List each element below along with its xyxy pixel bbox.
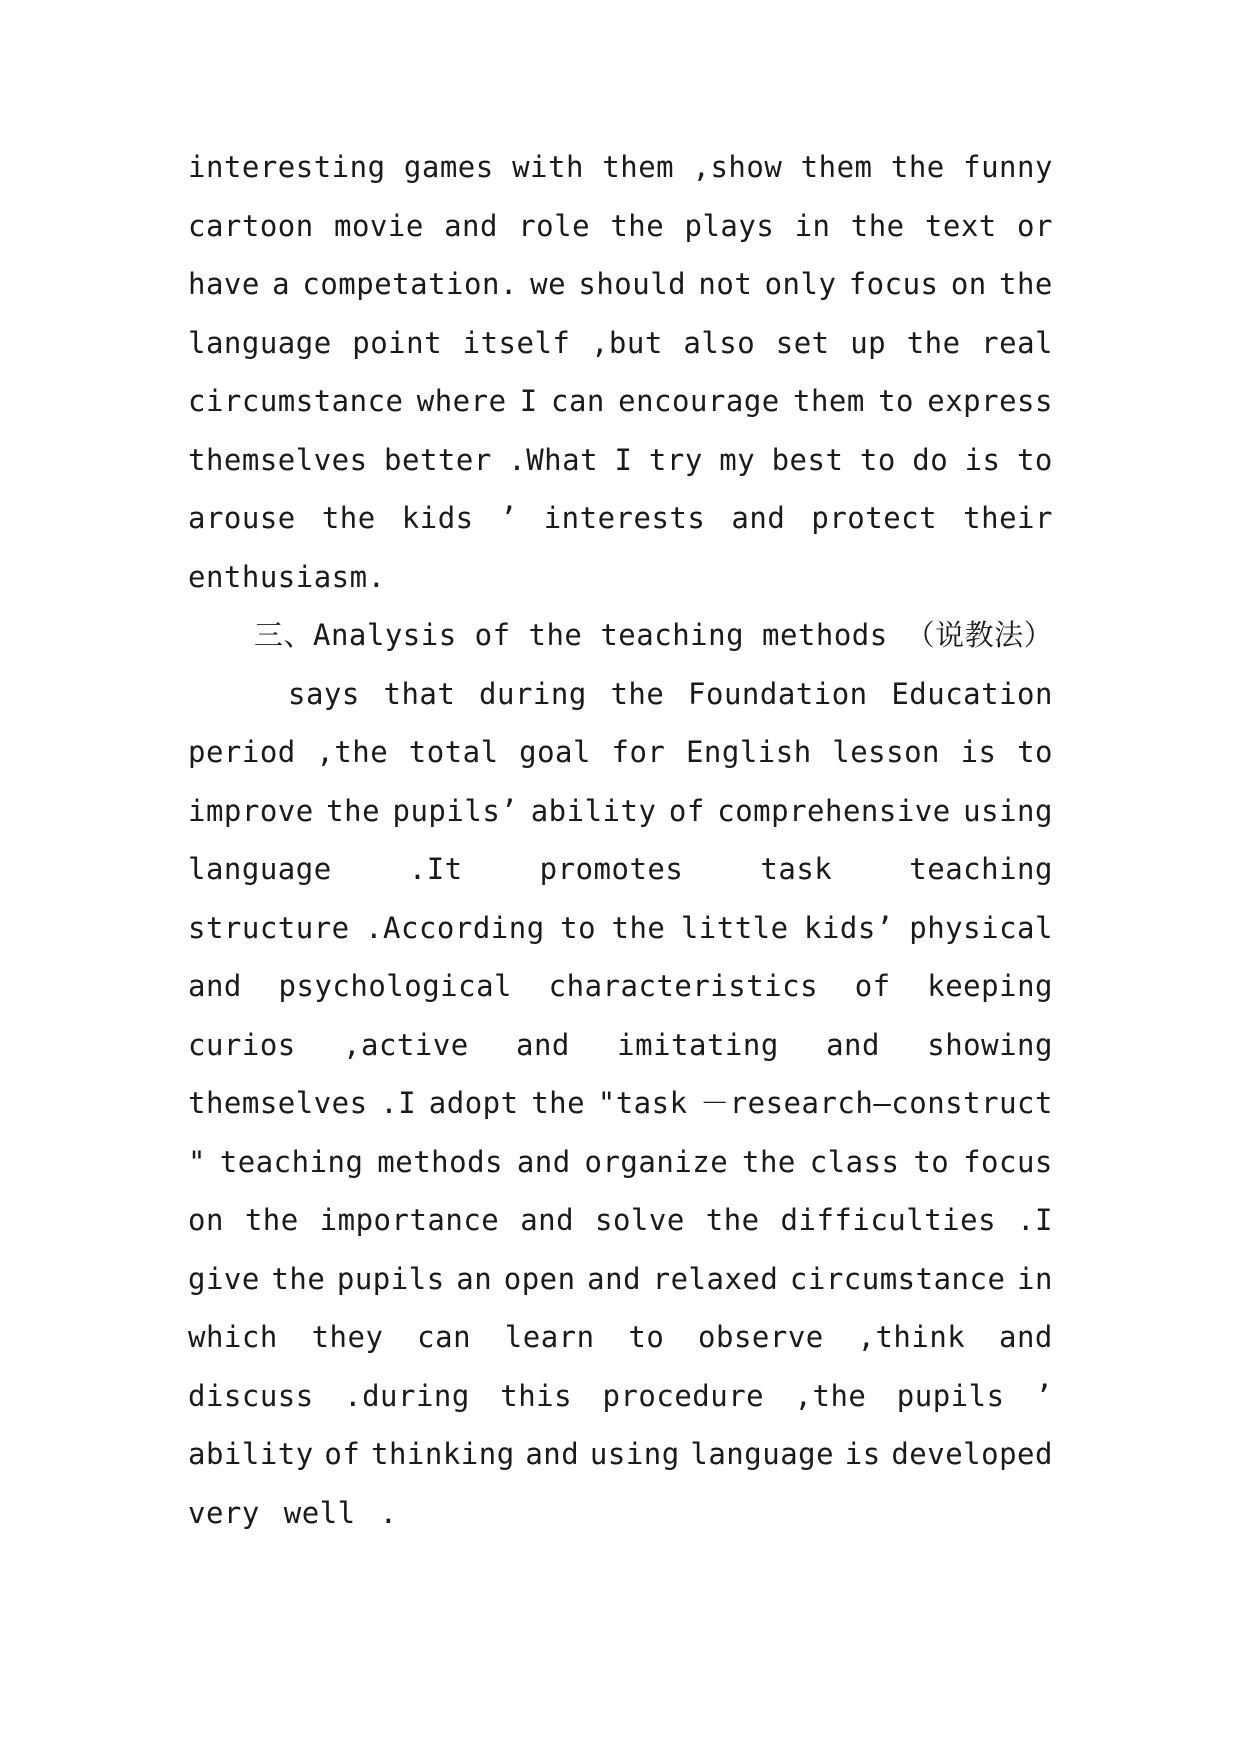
word: .I (380, 1086, 417, 1120)
text-line (188, 372, 1053, 431)
text-line (188, 1133, 1053, 1192)
word: and (516, 1027, 570, 1062)
word: better (384, 442, 492, 477)
word: the (321, 501, 376, 535)
word: focus (848, 267, 939, 301)
word: is (844, 1437, 881, 1471)
word: showing (927, 1027, 1053, 1062)
word: " (188, 1144, 206, 1179)
word: ,the (316, 735, 389, 769)
word: lesson (832, 735, 941, 769)
word: the (906, 325, 961, 360)
word: not (698, 267, 753, 301)
word: the (999, 267, 1053, 301)
word: focus (963, 1144, 1053, 1179)
word: cartoon (188, 208, 314, 243)
word: pupils (896, 1378, 1005, 1413)
word: and (826, 1027, 880, 1062)
word: improve (188, 793, 314, 828)
word: Education (891, 676, 1053, 711)
word: the (610, 208, 665, 243)
word: a (272, 267, 291, 301)
word: ’ (1034, 1378, 1053, 1413)
word: their (963, 501, 1053, 535)
word: movie (333, 208, 424, 243)
word: ,but (590, 325, 663, 360)
word: total (408, 735, 499, 769)
word: organize (584, 1144, 729, 1179)
word: this (500, 1378, 573, 1413)
word: itself (462, 325, 571, 360)
word: open (503, 1261, 576, 1296)
text-line (188, 197, 1053, 256)
text-line (188, 489, 1053, 548)
word: I (519, 384, 538, 418)
word: ,think (857, 1320, 966, 1354)
word: says (288, 676, 360, 711)
word: pupils’ (392, 793, 519, 828)
word: procedure (602, 1378, 765, 1413)
text-line (188, 138, 1053, 197)
word: and (525, 1437, 580, 1471)
word: on (188, 1203, 224, 1237)
text-line (188, 1016, 1053, 1075)
text-line (188, 1250, 1053, 1309)
word: the (326, 793, 381, 828)
text-line (188, 1191, 1053, 1250)
word: plays (684, 208, 775, 243)
word: for (611, 735, 666, 769)
word: themselves (188, 1086, 368, 1120)
word: also (683, 325, 756, 360)
word: the (742, 1144, 796, 1179)
word: to (913, 1144, 950, 1179)
word: to (1017, 735, 1053, 769)
word: .According (365, 910, 545, 945)
word: language (188, 325, 332, 360)
word: task (760, 852, 833, 886)
word: have (188, 267, 260, 301)
word: the (890, 150, 945, 184)
text-line (188, 1074, 1053, 1133)
word: competation. (302, 267, 518, 301)
word: to (859, 442, 896, 477)
word: developed (891, 1437, 1053, 1471)
word: can (417, 1320, 472, 1354)
word: ,active (343, 1027, 469, 1062)
word: my (719, 442, 756, 477)
word: arouse (188, 501, 296, 535)
word: funny (963, 150, 1053, 184)
word: which (188, 1320, 278, 1354)
word: and (520, 1203, 575, 1237)
document-body (188, 138, 1053, 1542)
word: teaching (219, 1144, 364, 1179)
word: try (648, 442, 703, 477)
word: solve (595, 1203, 685, 1237)
section-heading: 三、Analysis of the teaching methods （说教法） (254, 618, 1054, 652)
word: games (403, 150, 494, 184)
word: the (850, 208, 905, 243)
word: the (611, 910, 666, 945)
word: protect (811, 501, 938, 535)
word: of (854, 969, 891, 1003)
word: that (383, 676, 456, 711)
word: in (794, 208, 831, 243)
word: the (244, 1203, 299, 1237)
word: them (800, 150, 873, 184)
word: the (271, 1261, 326, 1296)
text-line (188, 1425, 1053, 1484)
word: the (531, 1086, 586, 1120)
word: goal (519, 735, 591, 769)
word: and (731, 501, 786, 535)
text-line (188, 957, 1053, 1016)
word: ability (530, 793, 657, 828)
word: curios (188, 1027, 296, 1062)
text-line (188, 1308, 1053, 1367)
word: themselves (188, 442, 368, 477)
word: an (456, 1261, 493, 1296)
word: importance (319, 1203, 500, 1237)
word: characteristics (548, 969, 819, 1003)
word: language (690, 1437, 835, 1471)
word: structure (188, 910, 350, 945)
word: to (560, 910, 597, 945)
text-line (188, 255, 1053, 314)
word: role (518, 208, 591, 243)
word: using (589, 1437, 680, 1471)
word: ’ (499, 501, 518, 535)
text-line (188, 1367, 1053, 1426)
word: the (705, 1203, 760, 1237)
word: .What (508, 442, 599, 477)
word: .It (408, 852, 463, 886)
word: should (578, 267, 687, 301)
text-line (188, 723, 1053, 782)
text-line (188, 314, 1053, 373)
word: adopt (428, 1086, 519, 1120)
word: is (960, 735, 997, 769)
text-line (188, 665, 1053, 724)
word: keeping (927, 969, 1053, 1003)
word: imitating (617, 1027, 779, 1062)
word: I (614, 442, 633, 477)
word: where (416, 384, 507, 418)
word: thinking (370, 1437, 515, 1471)
word: relaxed (652, 1261, 779, 1296)
word: class (809, 1144, 900, 1179)
word: to (878, 384, 914, 418)
text-line (188, 431, 1053, 490)
word: kids’ (804, 910, 894, 945)
text-line (188, 782, 1053, 841)
word: we (530, 267, 567, 301)
word: teaching (909, 852, 1053, 886)
word: pupils (336, 1261, 445, 1296)
word: up (850, 325, 887, 360)
word: "task (597, 1086, 688, 1120)
word: and (587, 1261, 642, 1296)
word: them (793, 384, 865, 418)
text-line: enthusiasm. (188, 559, 386, 594)
word: English (685, 735, 812, 769)
word: language (188, 852, 332, 886)
word: text (924, 208, 997, 243)
word: and (516, 1144, 571, 1179)
word: encourage (618, 384, 780, 418)
word: on (950, 267, 987, 301)
word: ability (188, 1437, 314, 1471)
word: give (188, 1261, 260, 1296)
word: point (352, 325, 443, 360)
text-line: very well . (188, 1495, 398, 1530)
word: to (628, 1320, 665, 1354)
word: is (964, 442, 1001, 477)
word: psychological (278, 969, 513, 1003)
word: －research—construct (700, 1086, 1053, 1120)
word: best (771, 442, 844, 477)
word: discuss (188, 1378, 314, 1413)
word: little (680, 910, 789, 945)
word: interests (543, 501, 706, 535)
word: ,the (794, 1378, 867, 1413)
word: and (188, 969, 242, 1003)
word: can (551, 384, 605, 418)
word: in (1017, 1261, 1053, 1296)
word: real (981, 325, 1053, 360)
word: express (927, 384, 1053, 418)
word: interesting (188, 150, 386, 184)
word: of (668, 793, 705, 828)
word: of (324, 1437, 361, 1471)
word: and (999, 1320, 1053, 1354)
word: methods (377, 1144, 503, 1179)
word: circumstance (188, 384, 404, 418)
word: during (479, 676, 587, 711)
word: only (764, 267, 837, 301)
word: kids (401, 501, 474, 535)
word: do (912, 442, 949, 477)
word: the (610, 676, 665, 711)
word: physical (909, 910, 1053, 945)
word: and (444, 208, 498, 243)
word: difficulties (780, 1203, 997, 1237)
word: set (775, 325, 830, 360)
word: comprehensive (717, 793, 951, 828)
word: they (311, 1320, 384, 1354)
word: them (602, 150, 675, 184)
word: Foundation (688, 676, 868, 711)
word: using (963, 793, 1053, 828)
text-line (188, 840, 1053, 899)
word: observe (698, 1320, 824, 1354)
word: promotes (539, 852, 684, 886)
word: .during (344, 1378, 470, 1413)
word: learn (504, 1320, 595, 1354)
word: period (188, 735, 296, 769)
word: .I (1016, 1203, 1053, 1237)
text-line (188, 899, 1053, 958)
word: or (1017, 208, 1053, 243)
word: ,show (692, 150, 783, 184)
word: circumstance (789, 1261, 1006, 1296)
word: to (1016, 442, 1053, 477)
word: with (512, 150, 584, 184)
